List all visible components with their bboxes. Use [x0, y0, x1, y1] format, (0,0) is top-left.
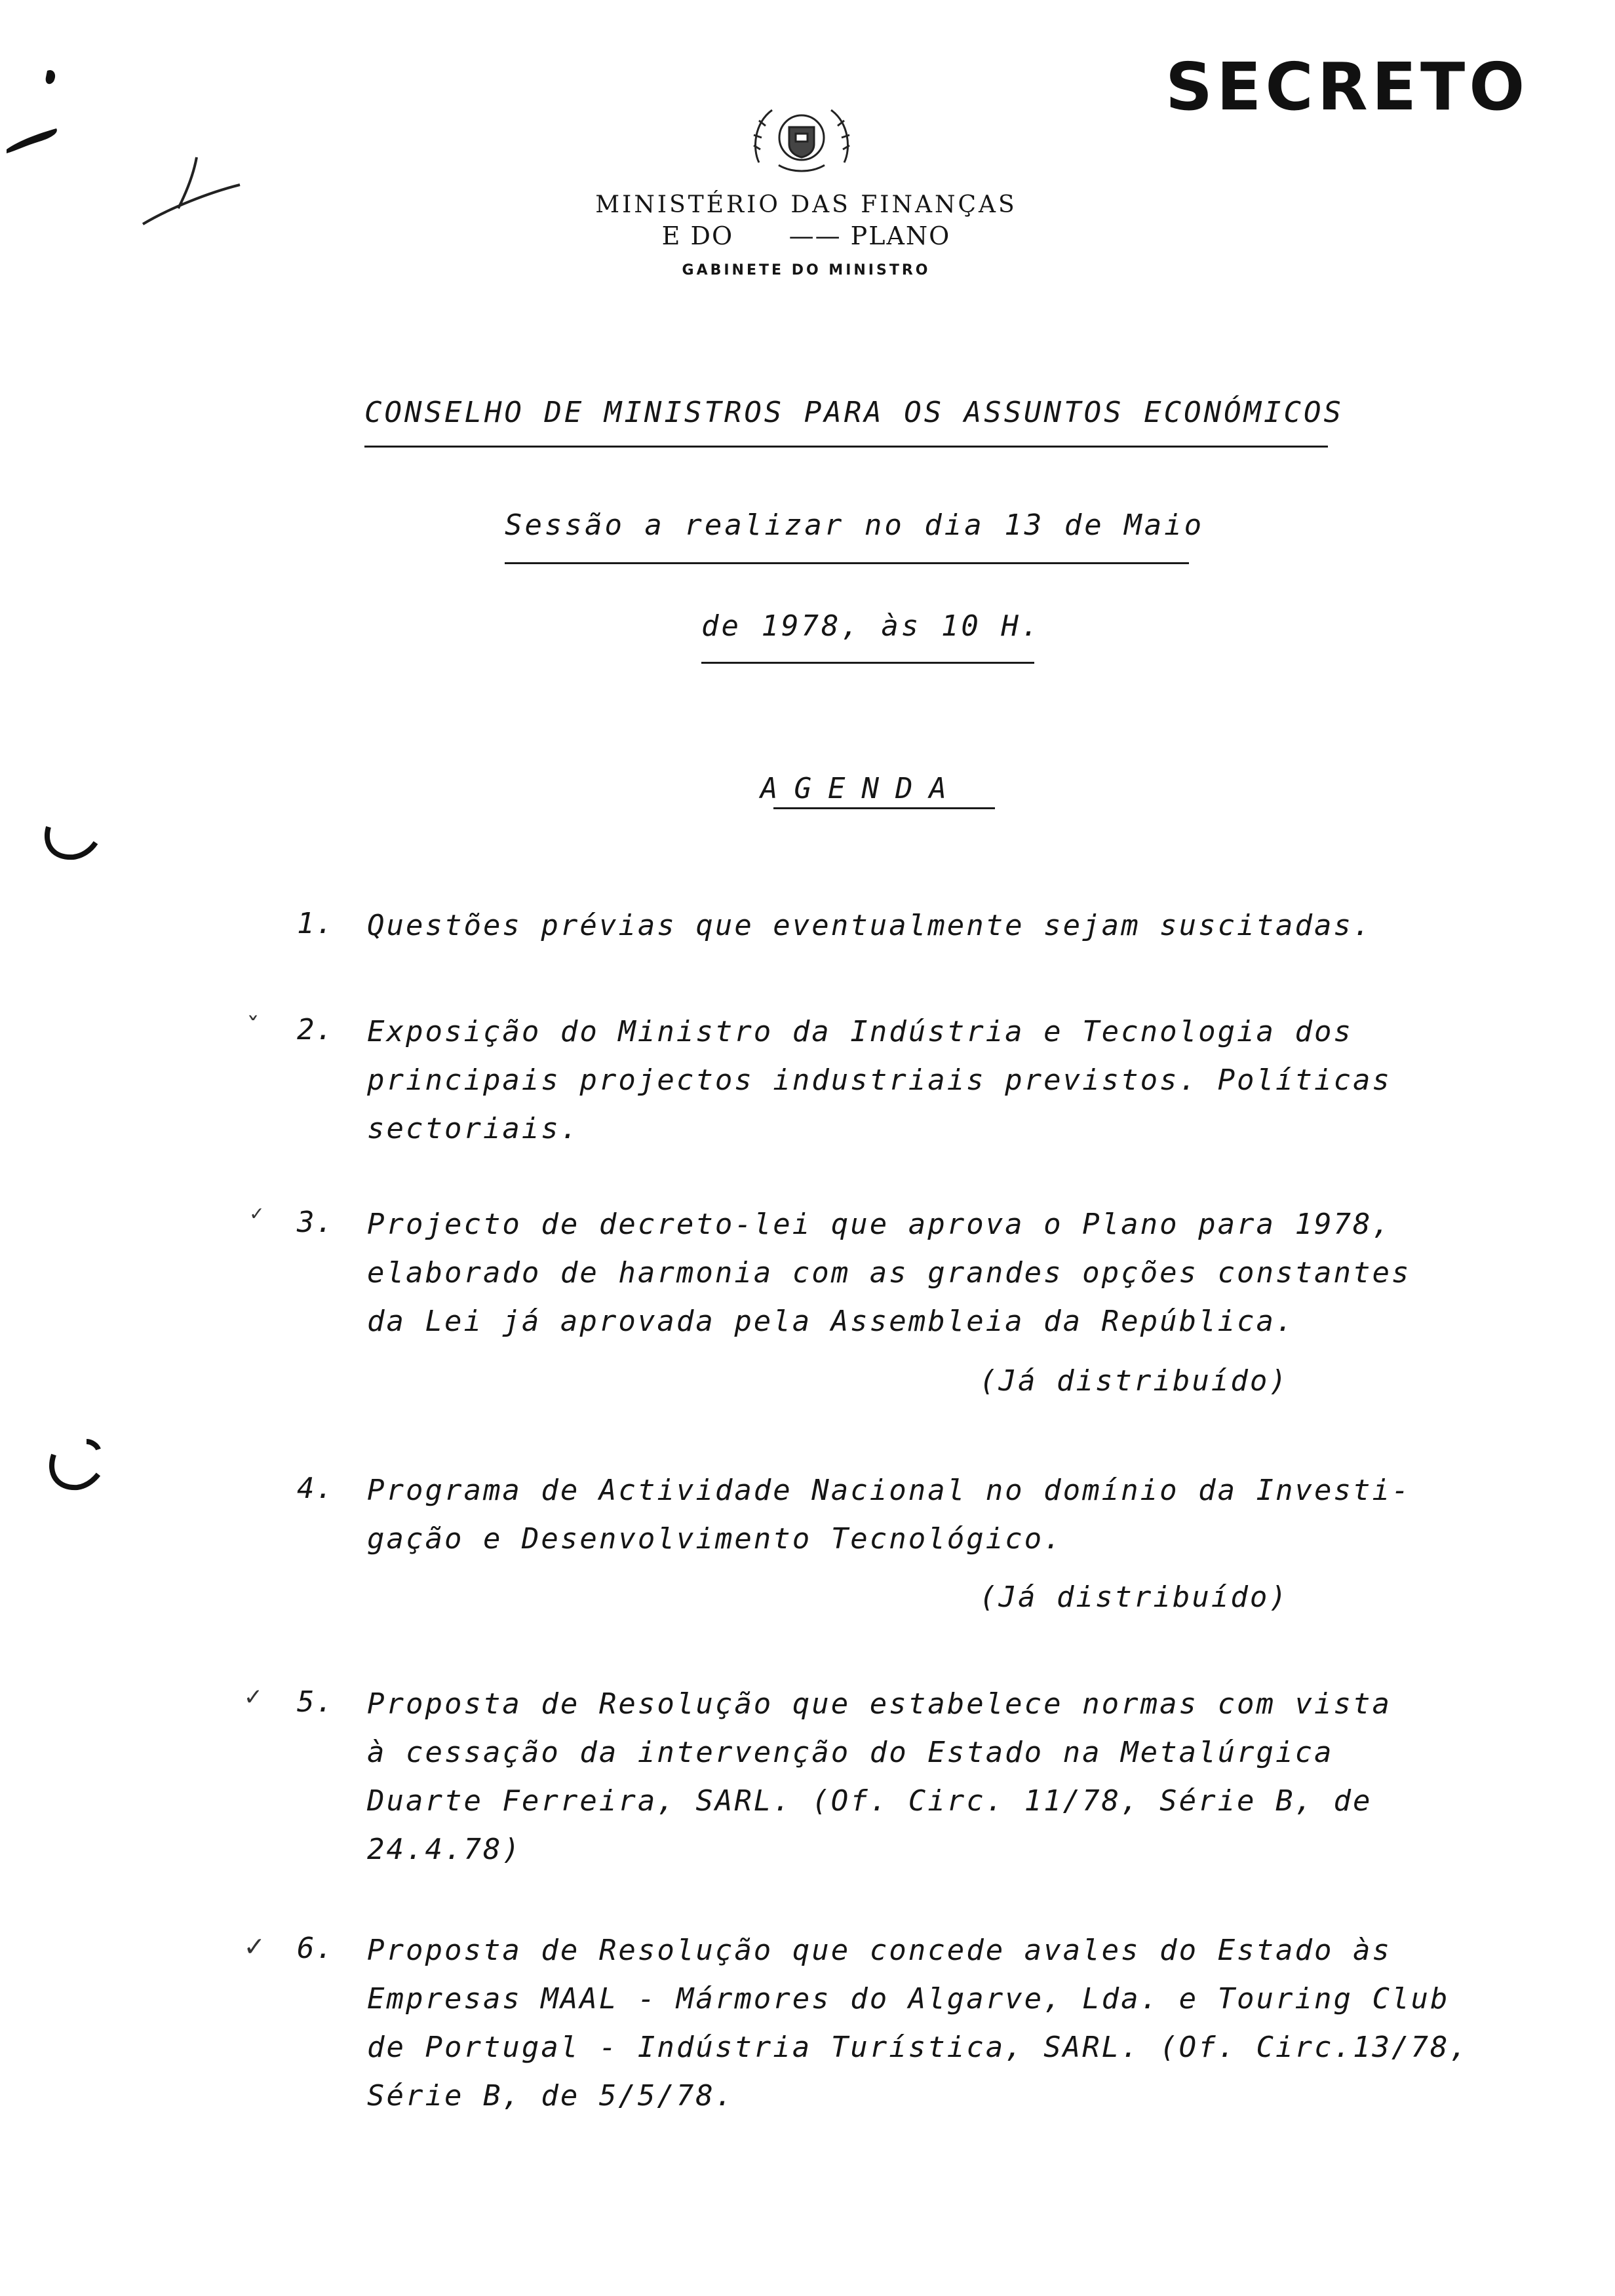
session-date-line2: de 1978, às 10 H.: [701, 609, 1041, 643]
hole-punch-mark: [47, 827, 96, 857]
agenda-item-number: 2.: [297, 1013, 334, 1046]
agenda-item-number: 4.: [297, 1472, 334, 1505]
session-underline-1: [505, 562, 1189, 564]
check-mark-icon: ✓: [245, 1928, 263, 1963]
agenda-title: AGENDA: [760, 772, 963, 805]
agenda-item-text: Projecto de decreto-lei que aprova o Plano para 1978, elaborado de harmonia com as grandes opções constantes da Lei já aprovada pela Assembleia da República.: [367, 1208, 1411, 1338]
ministry-name: MINISTÉRIO DAS FINANÇAS: [595, 191, 1017, 218]
council-title: CONSELHO DE MINISTROS PARA OS ASSUNTOS ECONÓMICOS: [364, 396, 1344, 429]
check-mark-icon: ✓: [250, 1200, 263, 1225]
pen-stroke-mark: [7, 70, 57, 153]
agenda-item-text: Programa de Actividade Nacional no domínio da Investi- gação e Desenvolvimento Tecnológico.: [367, 1474, 1411, 1556]
council-title-underline: [364, 446, 1328, 448]
check-mark-icon: ˇ: [245, 1013, 262, 1043]
check-mark-icon: ✓: [245, 1681, 262, 1712]
agenda-item-text: Proposta de Resolução que concede avales do Estado às Empresas MAAL - Mármores do Algarve, Lda. e Touring Club de Portugal - Indústria Turística, SARL. (Of. Circ.13/78, Série B, de 5/5/78.: [367, 1934, 1469, 2113]
slash-mark: [143, 157, 240, 224]
agenda-item-text: Proposta de Resolução que estabelece normas com vista à cessação da intervenção do Estado na Metalúrgica Duarte Ferreira, SARL. (Of. Circ. 11/78, Série B, de 24.4.78): [367, 1687, 1391, 1866]
classification-stamp: SECRETO: [1165, 48, 1529, 125]
agenda-item-number: 6.: [297, 1932, 334, 1965]
cabinet-label: GABINETE DO MINISTRO: [682, 262, 931, 278]
agenda-title-underline: [773, 807, 995, 809]
agenda-item-text: Questões prévias que eventualmente sejam suscitadas.: [367, 909, 1372, 942]
session-underline-2: [701, 662, 1034, 664]
session-date-line1: Sessão a realizar no dia 13 de Maio: [505, 508, 1205, 542]
hole-punch-mark: [52, 1442, 98, 1487]
agenda-item-number: 5.: [297, 1685, 334, 1719]
agenda-item-note: (Já distribuído): [979, 1580, 1289, 1614]
ministry-name-line2: E DO —— PLANO: [661, 221, 951, 250]
agenda-item-text: Exposição do Ministro da Indústria e Tecnologia dos principais projectos industriais previstos. Políticas sectoriais.: [367, 1015, 1391, 1145]
agenda-item-number: 1.: [297, 907, 334, 940]
agenda-item-number: 3.: [297, 1206, 334, 1239]
agenda-item-note: (Já distribuído): [979, 1364, 1289, 1398]
coat-of-arms-seal-icon: [746, 97, 857, 176]
margin-annotations: [0, 0, 275, 1573]
